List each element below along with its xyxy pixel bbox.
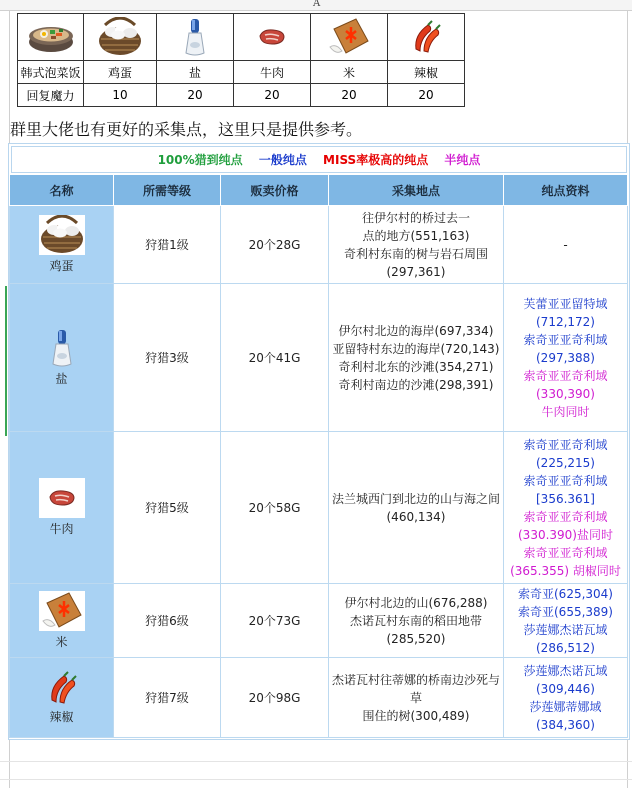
pure-line: 莎莲娜蒂娜域 — [529, 699, 602, 714]
pure-line: 芙蕾亚亚留特域 — [523, 296, 608, 311]
item-value: 20 — [311, 84, 388, 107]
beef-cell — [234, 14, 311, 61]
price-cell: 20个58G — [221, 432, 329, 584]
item-value: 10 — [84, 84, 157, 107]
name-cell — [10, 284, 114, 432]
item-value: 20 — [157, 84, 234, 107]
location-cell — [329, 284, 504, 432]
pure-line: (384,360) — [536, 717, 595, 732]
location-line: 草 — [409, 690, 422, 705]
item-name: 辣椒 — [388, 61, 465, 84]
location-line: (460,134) — [386, 509, 446, 524]
item-value: 20 — [388, 84, 465, 107]
rice-sack-icon — [326, 17, 372, 57]
item-name: 辣椒 — [49, 709, 74, 724]
item-name: 牛肉 — [49, 521, 74, 536]
location-line: 往伊尔村的桥过去一 — [361, 210, 470, 225]
item-name: 牛肉 — [234, 61, 311, 84]
level-cell: 狩猎7级 — [114, 658, 221, 738]
header-price: 贩卖价格 — [221, 175, 329, 206]
pure-cell — [504, 432, 628, 584]
level-cell: 狩猎6级 — [114, 584, 221, 658]
egg-cell — [84, 14, 157, 61]
price-cell: 20个41G — [221, 284, 329, 432]
name-cell — [10, 658, 114, 738]
pure-line: 索奇亚亚奇利域 — [523, 473, 608, 488]
item-name: 盐 — [157, 61, 234, 84]
beef-icon — [47, 487, 77, 509]
chili-cell — [388, 14, 465, 61]
bibimbap-cell — [18, 14, 84, 61]
location-line: 点的地方(551,163) — [362, 228, 470, 243]
pure-cell — [504, 284, 628, 432]
pure-line: (330.390)盐同时 — [518, 527, 613, 542]
pure-line: (286,512) — [536, 640, 595, 655]
recovery-table — [17, 13, 465, 107]
pure-line: 索奇亚(625,304) — [518, 586, 613, 601]
selection-indicator — [5, 286, 7, 436]
location-line: 杰诺瓦村东南的稻田地带 — [349, 613, 482, 628]
item-name: 米 — [55, 634, 68, 649]
chili-icon — [408, 19, 444, 55]
location-cell — [329, 584, 504, 658]
location-cell — [329, 658, 504, 738]
level-cell: 狩猎1级 — [114, 206, 221, 284]
salt-cell — [157, 14, 234, 61]
pure-line: (365.355) 胡椒同时 — [510, 563, 621, 578]
column-header[interactable] — [0, 0, 632, 11]
beef-icon-frame — [39, 478, 85, 518]
location-line: 法兰城西门到北边的山与海之间 — [331, 491, 500, 506]
pure-line: (225,215) — [536, 455, 595, 470]
pure-cell — [504, 658, 628, 738]
beef-icon — [257, 26, 287, 48]
pure-line: (309,446) — [536, 681, 595, 696]
pure-line: 索奇亚亚奇利域 — [523, 509, 608, 524]
legend-blue: 一般纯点 — [258, 153, 307, 167]
pure-line: (297,388) — [536, 350, 595, 365]
level-cell: 狩猎5级 — [114, 432, 221, 584]
header-name: 名称 — [10, 175, 114, 206]
pure-line: 索奇亚亚奇利域 — [523, 332, 608, 347]
table-row — [10, 584, 628, 658]
column-label: A — [313, 0, 321, 9]
note-text: 群里大佬也有更好的采集点，这里只是提供参考。 — [10, 120, 363, 139]
header-row — [10, 175, 628, 206]
egg-basket-icon — [97, 17, 143, 57]
table-row — [10, 658, 628, 738]
name-cell — [10, 432, 114, 584]
location-cell — [329, 206, 504, 284]
price-cell: 20个73G — [221, 584, 329, 658]
location-line: 伊尔村北边的海岸(697,334) — [338, 323, 494, 338]
header-location: 采集地点 — [329, 175, 504, 206]
pure-line: 莎莲娜杰诺瓦域 — [523, 622, 608, 637]
location-line: 亚留特村东边的海岸(720,143) — [332, 341, 500, 356]
pure-line: [356.361] — [536, 491, 595, 506]
pure-line: 索奇亚亚奇利域 — [523, 368, 608, 383]
item-name: 鸡蛋 — [84, 61, 157, 84]
location-cell — [329, 432, 504, 584]
rice-cell — [311, 14, 388, 61]
location-line: (285,520) — [386, 631, 446, 646]
price-cell: 20个28G — [221, 206, 329, 284]
legend-magenta: 半纯点 — [444, 153, 481, 167]
location-line: 奇利村东南的树与岩石周围 — [343, 246, 488, 261]
name-cell — [10, 206, 114, 284]
gathering-table — [9, 174, 628, 738]
location-line: (297,361) — [386, 264, 446, 279]
pure-line: 索奇亚亚奇利域 — [523, 437, 608, 452]
salt-shaker-icon — [49, 328, 75, 368]
item-name: 米 — [311, 61, 388, 84]
location-line: 奇利村南边的沙滩(298,391) — [338, 377, 494, 392]
pure-line: 牛肉同时 — [541, 404, 590, 419]
pure-cell — [504, 584, 628, 658]
pure-cell: - — [504, 206, 628, 284]
legend-green: 100%猎到纯点 — [157, 153, 243, 167]
item-name: 韩式泡菜饭 — [18, 61, 84, 84]
price-cell: 20个98G — [221, 658, 329, 738]
table-row — [10, 206, 628, 284]
level-cell: 狩猎3级 — [114, 284, 221, 432]
item-name: 盐 — [55, 371, 68, 386]
legend — [11, 146, 627, 173]
header-pure: 纯点资料 — [504, 175, 628, 206]
rice-sack-icon — [39, 591, 85, 631]
egg-basket-icon — [39, 215, 85, 255]
legend-red: MISS率极高的纯点 — [323, 153, 429, 167]
header-level: 所需等级 — [114, 175, 221, 206]
gathering-panel — [8, 143, 630, 740]
row-label: 回复魔力 — [18, 84, 84, 107]
location-line: 杰诺瓦村往蒂娜的桥南边沙死与 — [331, 672, 500, 687]
bibimbap-icon — [26, 20, 76, 54]
location-line: 奇利村北东的沙滩(354,271) — [338, 359, 494, 374]
item-value: 20 — [234, 84, 311, 107]
salt-shaker-icon — [182, 17, 208, 57]
name-cell — [10, 584, 114, 658]
item-name: 鸡蛋 — [49, 258, 74, 273]
chili-icon — [44, 670, 80, 706]
pure-line: (712,172) — [536, 314, 595, 329]
location-line: 伊尔村北边的山(676,288) — [344, 595, 488, 610]
pure-line: 索奇亚亚奇利域 — [523, 545, 608, 560]
pure-line: 莎莲娜杰诺瓦域 — [523, 663, 608, 678]
pure-line: 索奇亚(655,389) — [518, 604, 613, 619]
table-row — [10, 432, 628, 584]
location-line: 围住的树(300,489) — [362, 708, 470, 723]
pure-line: (330,390) — [536, 386, 595, 401]
table-row — [10, 284, 628, 432]
